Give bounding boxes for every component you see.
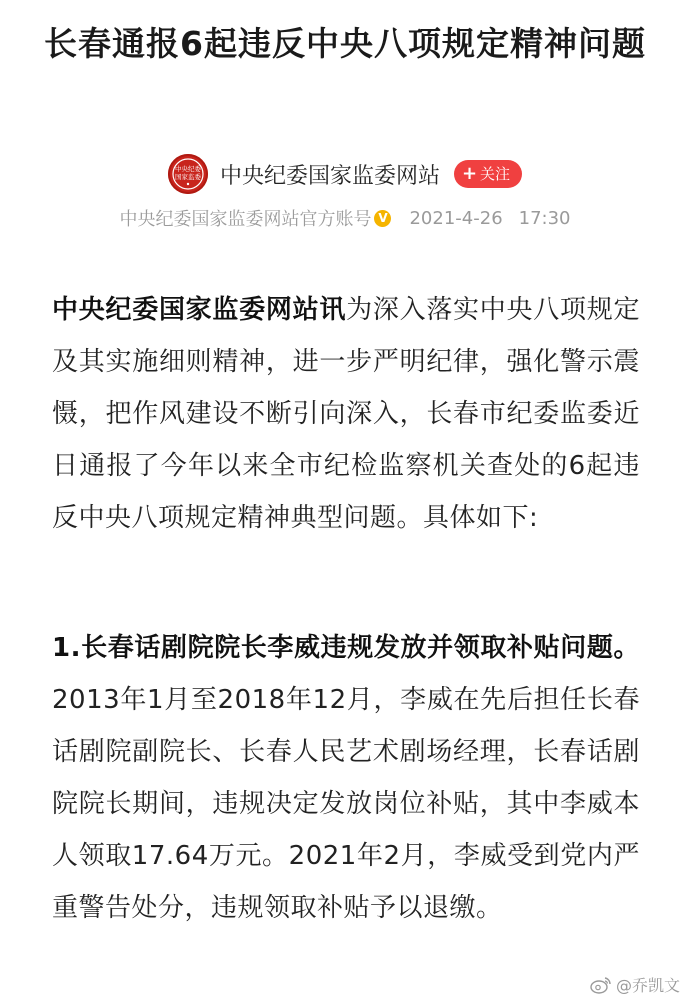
paragraph-case-1: [52, 622, 640, 934]
follow-button[interactable]: [454, 160, 522, 188]
svg-text:国家监委: 国家监委: [174, 173, 201, 181]
account-logo[interactable]: [168, 154, 208, 194]
publish-time: 17:30: [518, 207, 571, 229]
follow-label: 关注: [480, 165, 511, 183]
plus-icon: +: [461, 163, 478, 184]
paragraph-intro: [52, 284, 640, 544]
account-header: [0, 152, 690, 196]
publish-date: 2021-4-26: [409, 207, 503, 229]
seal-icon: [171, 157, 205, 191]
paragraph-case-1-lead: 1.长春话剧院院长李威违规发放并领取补贴问题。: [52, 633, 640, 663]
watermark-text: @乔凯文: [615, 976, 680, 995]
weibo-icon: [590, 976, 612, 994]
weibo-watermark: [590, 973, 680, 996]
verified-icon: V: [374, 210, 391, 227]
paragraph-intro-body: 为深入落实中央八项规定及其实施细则精神，进一步严明纪律，强化警示震慑，把作风建设不断引向深入，长春市纪委监委近日通报了今年以来全市纪检监察机关查处的6起违反中央八项规定精神典型问题。具体如下:: [52, 295, 640, 533]
paragraph-case-1-body: 2013年1月至2018年12月，李威在先后担任长春话剧院副院长、长春人民艺术剧场经理，长春话剧院院长期间，违规决定发放岗位补贴，其中李威本人领取17.64万元。2021年2月，李威受到党内严重警告处分，违规领取补贴予以退缴。: [52, 685, 640, 923]
paragraph-intro-lead: 中央纪委国家监委网站讯: [52, 295, 347, 325]
article-title: 长春通报6起违反中央八项规定精神问题: [44, 24, 646, 63]
account-name[interactable]: 中央纪委国家监委网站: [219, 163, 440, 189]
article-meta: [0, 200, 690, 236]
official-account-label: 中央纪委国家监委网站官方账号: [119, 209, 372, 230]
svg-text:中央纪委: 中央纪委: [174, 165, 201, 173]
